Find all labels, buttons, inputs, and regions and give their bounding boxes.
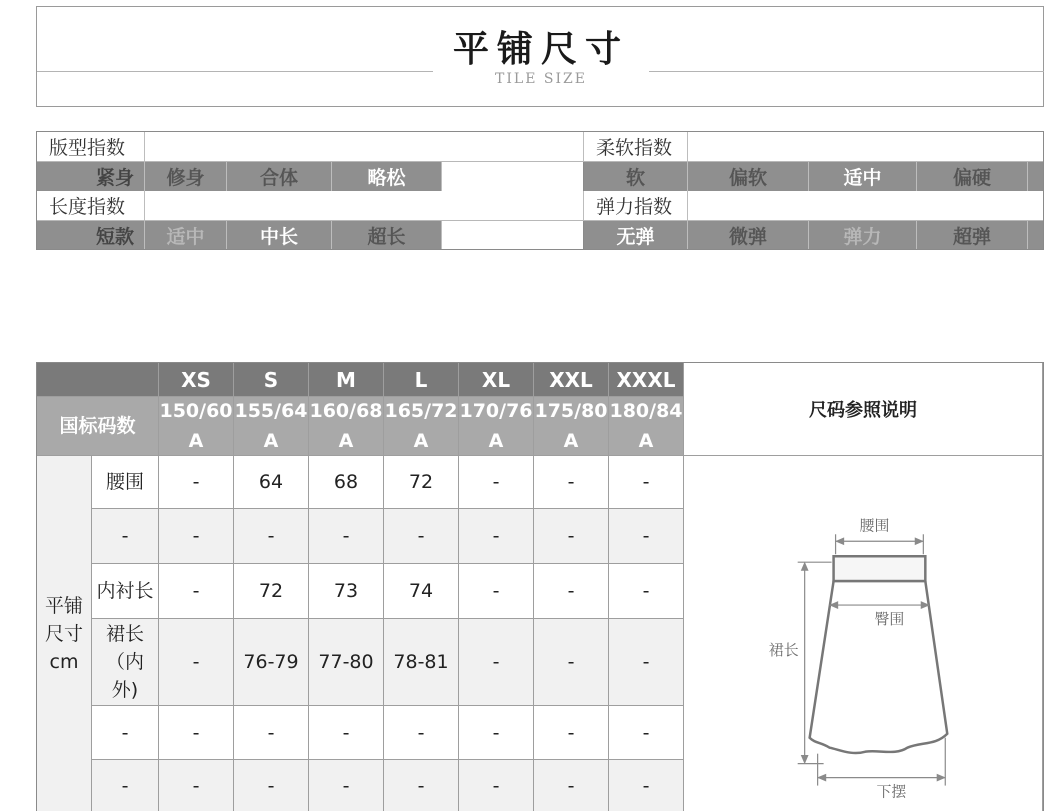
row4-m: - <box>309 706 384 760</box>
row-label-empty-1: - <box>92 509 159 564</box>
flat-size-group-label: 平铺尺寸cm <box>37 456 92 811</box>
standard-xl: 170/76 A <box>459 397 534 456</box>
fit-softness-option-row <box>37 162 1043 191</box>
row5-m: - <box>309 760 384 811</box>
title-rule-right <box>649 71 1044 72</box>
size-header-xs: XS <box>159 363 234 397</box>
standard-l: 165/72 A <box>384 397 459 456</box>
row4-xs: - <box>159 706 234 760</box>
waist-s: 64 <box>234 456 309 509</box>
diagram-hip-label: 臀围 <box>874 610 905 629</box>
elastic-option-elastic: 弹力 <box>809 221 917 249</box>
size-header-m: M <box>309 363 384 397</box>
diagram-length-label: 裙长 <box>768 640 799 659</box>
skirt-body-shape <box>810 581 948 753</box>
page-subtitle: TILE SIZE <box>495 71 587 87</box>
softness-option-slightly-soft: 偏软 <box>688 162 809 191</box>
diagram-waist-label: 腰围 <box>859 516 890 535</box>
title-rule-left <box>37 71 433 72</box>
length-option-extra-long: 超长 <box>332 221 442 249</box>
row5-xl: - <box>459 760 534 811</box>
skirt-length-l: 78-81 <box>384 619 459 706</box>
softness-option-soft: 软 <box>584 162 688 191</box>
skirt-length-m: 77-80 <box>309 619 384 706</box>
standard-m: 160/68 A <box>309 397 384 456</box>
size-header-l: L <box>384 363 459 397</box>
fit-softness-label-row <box>37 132 1043 162</box>
row1-xxl: - <box>534 509 609 564</box>
row4-s: - <box>234 706 309 760</box>
fit-option-regular: 合体 <box>227 162 332 191</box>
skirt-length-s: 76-79 <box>234 619 309 706</box>
row4-xxl: - <box>534 706 609 760</box>
fit-option-loose-selected: 略松 <box>332 162 442 191</box>
skirt-length-xs: - <box>159 619 234 706</box>
size-header-corner <box>37 363 159 397</box>
row1-s: - <box>234 509 309 564</box>
length-option-medium: 适中 <box>145 221 227 249</box>
length-elastic-label-row <box>37 191 1043 221</box>
row1-xxxl: - <box>609 509 684 564</box>
length-index-label: 长度指数 <box>37 191 145 220</box>
waist-l: 72 <box>384 456 459 509</box>
row5-xxl: - <box>534 760 609 811</box>
row4-l: - <box>384 706 459 760</box>
elastic-index-label: 弹力指数 <box>584 191 688 220</box>
row5-l: - <box>384 760 459 811</box>
row-label-lining-length: 内衬长 <box>92 564 159 619</box>
lining-m: 73 <box>309 564 384 619</box>
row-label-waist: 腰围 <box>92 456 159 509</box>
title-banner <box>36 6 1044 107</box>
waist-xl: - <box>459 456 534 509</box>
row1-xs: - <box>159 509 234 564</box>
elastic-option-none-selected: 无弹 <box>584 221 688 249</box>
row-label-empty-5: - <box>92 760 159 811</box>
row4-xl: - <box>459 706 534 760</box>
waist-xs: - <box>159 456 234 509</box>
lining-xxxl: - <box>609 564 684 619</box>
skirt-length-xl: - <box>459 619 534 706</box>
diagram-hem-label: 下摆 <box>876 782 907 801</box>
length-option-short: 短款 <box>37 221 145 249</box>
skirt-length-xxl: - <box>534 619 609 706</box>
fabric-index-table <box>36 131 1044 250</box>
row4-xxxl: - <box>609 706 684 760</box>
row1-xl: - <box>459 509 534 564</box>
waistband-shape <box>834 556 926 581</box>
size-header-xl: XL <box>459 363 534 397</box>
skirt-diagram-cell <box>684 456 1043 811</box>
page-title: 平铺尺寸 <box>452 29 629 70</box>
softness-index-label: 柔软指数 <box>584 132 688 161</box>
size-header-s: S <box>234 363 309 397</box>
row-label-empty-4: - <box>92 706 159 760</box>
row1-m: - <box>309 509 384 564</box>
row1-l: - <box>384 509 459 564</box>
standard-s: 155/64 A <box>234 397 309 456</box>
row5-xxxl: - <box>609 760 684 811</box>
lining-l: 74 <box>384 564 459 619</box>
size-header-xxxl: XXXL <box>609 363 684 397</box>
waist-dimension-line <box>836 534 924 554</box>
skirt-length-xxxl: - <box>609 619 684 706</box>
size-reference-note-title: 尺码参照说明 <box>684 363 1043 456</box>
waist-m: 68 <box>309 456 384 509</box>
elastic-option-super: 超弹 <box>917 221 1028 249</box>
elastic-option-slight: 微弹 <box>688 221 809 249</box>
lining-xl: - <box>459 564 534 619</box>
standard-xxl: 175/80 A <box>534 397 609 456</box>
fit-option-slim: 修身 <box>145 162 227 191</box>
skirt-measurement-diagram <box>684 456 1042 811</box>
row5-xs: - <box>159 760 234 811</box>
waist-xxl: - <box>534 456 609 509</box>
softness-option-medium-selected: 适中 <box>809 162 917 191</box>
lining-xxl: - <box>534 564 609 619</box>
length-elastic-option-row <box>37 221 1043 249</box>
length-option-midlength-selected: 中长 <box>227 221 332 249</box>
national-standard-label: 国标码数 <box>37 397 159 456</box>
size-table <box>36 362 1044 811</box>
row5-s: - <box>234 760 309 811</box>
lining-s: 72 <box>234 564 309 619</box>
size-header-xxl: XXL <box>534 363 609 397</box>
softness-option-slightly-stiff: 偏硬 <box>917 162 1028 191</box>
waist-xxxl: - <box>609 456 684 509</box>
row-label-skirt-length: 裙长（内外) <box>92 619 159 706</box>
standard-xs: 150/60 A <box>159 397 234 456</box>
fit-option-tight: 紧身 <box>37 162 145 191</box>
lining-xs: - <box>159 564 234 619</box>
standard-xxxl: 180/84 A <box>609 397 684 456</box>
fit-index-label: 版型指数 <box>37 132 145 161</box>
